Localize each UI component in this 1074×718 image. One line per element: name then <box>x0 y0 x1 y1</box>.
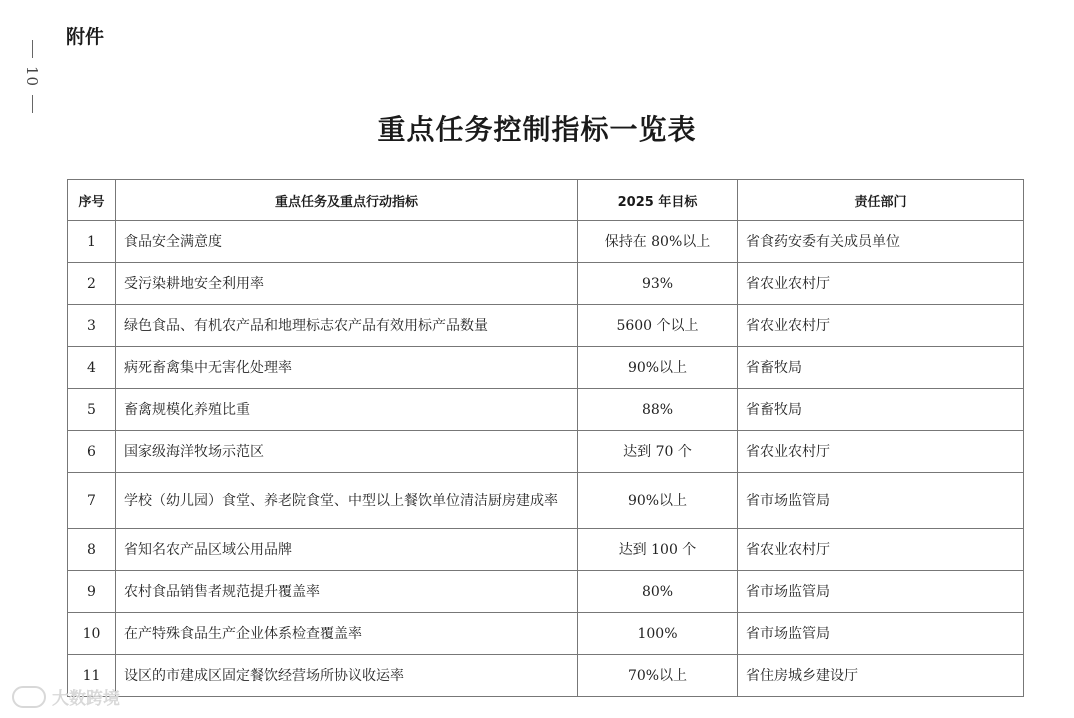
header-serial: 序号 <box>68 180 116 221</box>
row-dept: 省畜牧局 <box>738 389 1024 431</box>
row-task: 病死畜禽集中无害化处理率 <box>116 347 578 389</box>
row-target: 93% <box>578 263 738 305</box>
row-serial: 1 <box>68 221 116 263</box>
row-task: 学校（幼儿园）食堂、养老院食堂、中型以上餐饮单位清洁厨房建成率 <box>116 473 578 529</box>
row-serial: 5 <box>68 389 116 431</box>
row-target: 100% <box>578 613 738 655</box>
row-target: 保持在 80%以上 <box>578 221 738 263</box>
table-row <box>68 221 1024 263</box>
row-serial: 7 <box>68 473 116 529</box>
row-task: 国家级海洋牧场示范区 <box>116 431 578 473</box>
table-row <box>68 347 1024 389</box>
row-serial: 4 <box>68 347 116 389</box>
row-task: 设区的市建成区固定餐饮经营场所协议收运率 <box>116 655 578 697</box>
watermark <box>12 684 120 709</box>
row-serial: 6 <box>68 431 116 473</box>
attachment-label: 附件 <box>66 26 105 48</box>
header-task: 重点任务及重点行动指标 <box>116 180 578 221</box>
row-target: 70%以上 <box>578 655 738 697</box>
row-dept: 省农业农村厅 <box>738 529 1024 571</box>
row-task: 省知名农产品区域公用品牌 <box>116 529 578 571</box>
header-target: 2025 年目标 <box>578 180 738 221</box>
row-dept: 省农业农村厅 <box>738 305 1024 347</box>
row-task: 畜禽规模化养殖比重 <box>116 389 578 431</box>
row-dept: 省农业农村厅 <box>738 263 1024 305</box>
row-task: 在产特殊食品生产企业体系检查覆盖率 <box>116 613 578 655</box>
row-target: 达到 100 个 <box>578 529 738 571</box>
table-row <box>68 305 1024 347</box>
watermark-text: 大数跨境 <box>52 689 120 709</box>
row-dept: 省住房城乡建设厅 <box>738 655 1024 697</box>
table-row <box>68 389 1024 431</box>
row-serial: 8 <box>68 529 116 571</box>
row-dept: 省市场监管局 <box>738 571 1024 613</box>
row-dept: 省食药安委有关成员单位 <box>738 221 1024 263</box>
row-dept: 省市场监管局 <box>738 613 1024 655</box>
page-number-dash-top <box>32 40 33 58</box>
row-dept: 省畜牧局 <box>738 347 1024 389</box>
table-row <box>68 473 1024 529</box>
table-row <box>68 263 1024 305</box>
row-task: 绿色食品、有机农产品和地理标志农产品有效用标产品数量 <box>116 305 578 347</box>
row-serial: 9 <box>68 571 116 613</box>
row-target: 90%以上 <box>578 473 738 529</box>
row-task: 食品安全满意度 <box>116 221 578 263</box>
row-dept: 省农业农村厅 <box>738 431 1024 473</box>
page-title: 重点任务控制指标一览表 <box>377 113 697 146</box>
row-target: 5600 个以上 <box>578 305 738 347</box>
table-row <box>68 655 1024 697</box>
table-row <box>68 613 1024 655</box>
table-header-row <box>68 180 1024 221</box>
row-serial: 10 <box>68 613 116 655</box>
row-serial: 2 <box>68 263 116 305</box>
header-dept: 责任部门 <box>738 180 1024 221</box>
row-task: 农村食品销售者规范提升覆盖率 <box>116 571 578 613</box>
page-number: 10 <box>23 66 41 88</box>
row-serial: 11 <box>68 655 116 697</box>
row-serial: 3 <box>68 305 116 347</box>
table-row <box>68 529 1024 571</box>
row-dept: 省市场监管局 <box>738 473 1024 529</box>
watermark-logo-icon <box>12 686 46 708</box>
row-target: 90%以上 <box>578 347 738 389</box>
row-task: 受污染耕地安全利用率 <box>116 263 578 305</box>
row-target: 88% <box>578 389 738 431</box>
table-row <box>68 431 1024 473</box>
table-row <box>68 571 1024 613</box>
task-indicator-table <box>67 179 1024 697</box>
row-target: 80% <box>578 571 738 613</box>
row-target: 达到 70 个 <box>578 431 738 473</box>
